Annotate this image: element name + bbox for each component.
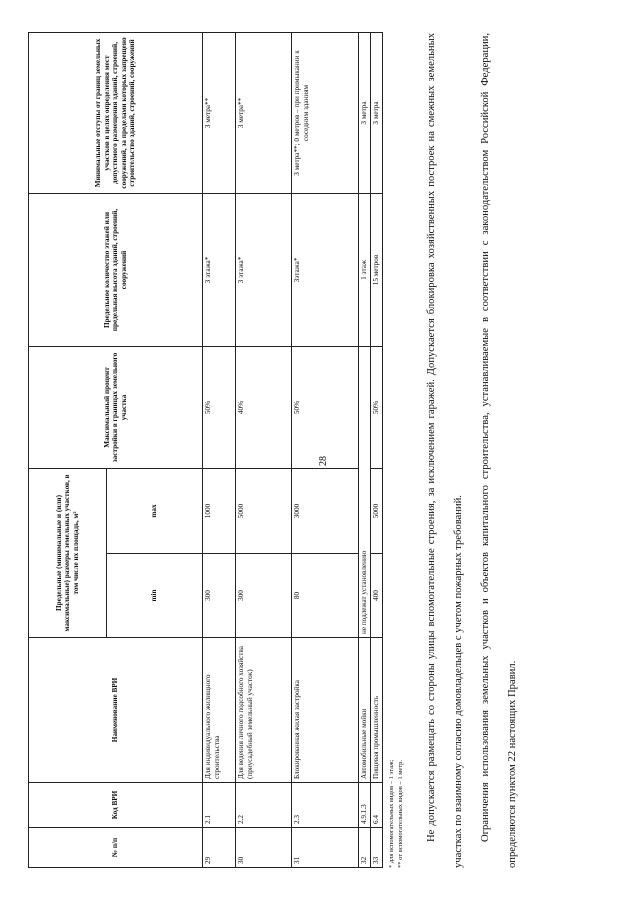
cell-setbacks: 3 метра** [236, 32, 292, 193]
cell-code: 4.9.1.3 [359, 783, 371, 828]
table-row [236, 32, 292, 867]
header-area-max: max [107, 468, 203, 553]
land-use-table [28, 32, 383, 868]
cell-name: Для индивидуального жилищного строительства [203, 638, 236, 783]
cell-code: 6.4 [371, 783, 383, 828]
cell-num: 33 [371, 828, 383, 868]
cell-name: Автомобильные мойки [359, 638, 371, 783]
table-notes [387, 33, 406, 868]
header-area-group: Предельные (минимальные и (или) максимальные) размеры земельных участков, в том числе их площадь, м² [29, 468, 107, 637]
cell-coverage: 50% [371, 346, 383, 468]
cell-min: 300 [203, 554, 236, 638]
cell-num: 30 [236, 828, 292, 868]
cell-coverage: 50% [292, 346, 359, 468]
table-row [203, 32, 236, 867]
cell-floors: 3 этажа* [203, 193, 236, 346]
cell-floors: 3 этажа* [236, 193, 292, 346]
cell-floors: 1 этаж [359, 193, 371, 346]
cell-max: 5000 [236, 468, 292, 553]
table-row [359, 32, 371, 867]
cell-not-established: не подлежат установлению [359, 346, 371, 637]
page-number: 28 [318, 456, 329, 466]
cell-name: Блокированная жилая застройка [292, 638, 359, 783]
footnote: ** от вспомогательных видов – 1 метр. [397, 759, 405, 868]
body-text [418, 33, 526, 868]
cell-floors: 3этажа* [292, 193, 359, 346]
paragraph: Не допускается размещать со стороны улицы вспомогательные строения, за исключением гаражей. Допускается блокировка хозяйственных построек на смежных земельных участках по взаимному согласию домовладельцев с учетом пожарных требований. [425, 33, 464, 868]
cell-coverage: 40% [236, 346, 292, 468]
cell-code: 2.3 [292, 783, 359, 828]
cell-max: 5000 [371, 468, 383, 553]
cell-max: 1000 [203, 468, 236, 553]
cell-name: Для ведения личного подсобного хозяйства (приусадебный земельный участок) [236, 638, 292, 783]
cell-setbacks: 3 метра [371, 32, 383, 193]
paragraph: Ограничения использования земельных участков и объектов капитального строительства, устанавливаемые в соответствии с законодательством Российской Федерации, определяются пунктом 22 настоящих Правил. [479, 33, 518, 868]
cell-name: Пищевая промышленность [371, 638, 383, 783]
cell-max: 3000 [292, 468, 359, 553]
cell-floors: 15 метров [371, 193, 383, 346]
cell-code: 2.2 [236, 783, 292, 828]
cell-num: 29 [203, 828, 236, 868]
cell-min: 400 [371, 554, 383, 638]
cell-min: 300 [236, 554, 292, 638]
cell-setbacks: 3 метра** [203, 32, 236, 193]
table-row [371, 32, 383, 867]
header-num: № п/п [29, 828, 203, 868]
header-code: Код ВРИ [29, 783, 203, 828]
table-row [292, 32, 359, 867]
cell-min: 80 [292, 554, 359, 638]
cell-num: 32 [359, 828, 371, 868]
footnote: * для вспомогательных видов – 1 этаж; [388, 759, 395, 868]
header-floors: Предельное количество этажей или предельная высота зданий, строений, сооружений [29, 193, 203, 346]
header-name: Наименование ВРИ [29, 638, 203, 783]
header-row [29, 32, 107, 867]
header-coverage: Максимальный процент застройки в границах земельного участка [29, 346, 203, 468]
cell-setbacks: 3 метра [359, 32, 371, 193]
cell-coverage: 50% [203, 346, 236, 468]
cell-num: 31 [292, 828, 359, 868]
header-setbacks: Минимальные отступы от границ земельных участков в целях определения мест допустимого размещения зданий, строений, сооружений, за пределами которых запрещено строительство зданий, строений, сооружений [29, 32, 203, 193]
header-area-min: min [107, 554, 203, 638]
cell-code: 2.1 [203, 783, 236, 828]
cell-setbacks: 3 метра**; 0 метров – при примыкании к соседним зданиям [292, 32, 359, 193]
rotated-page-content [28, 33, 588, 868]
